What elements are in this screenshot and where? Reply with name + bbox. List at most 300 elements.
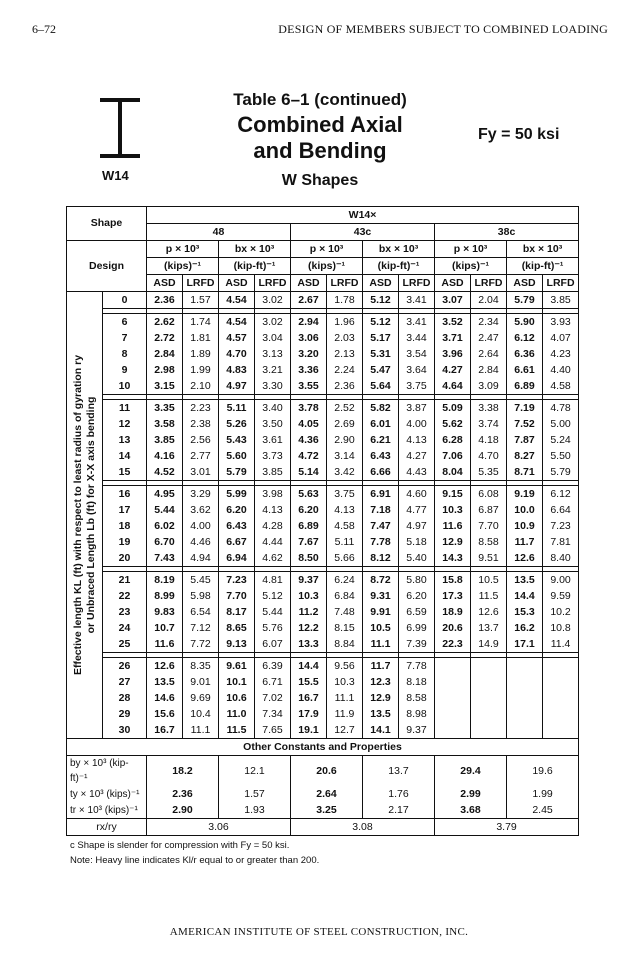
data-cell: 7.72 [183,636,219,653]
data-cell: 8.27 [507,448,543,464]
kl-value: 14 [103,448,147,464]
kl-value: 7 [103,330,147,346]
lrfd-header: LRFD [471,275,507,292]
data-row [67,464,579,481]
data-cell: 7.23 [219,572,255,589]
data-cell: 5.12 [255,588,291,604]
data-cell: 4.77 [399,502,435,518]
data-cell: 5.31 [363,346,399,362]
data-cell: 6.39 [255,658,291,675]
data-cell: 4.44 [255,534,291,550]
data-cell: 7.19 [507,400,543,417]
data-cell: 14.4 [291,658,327,675]
data-cell: 4.64 [435,378,471,395]
data-cell: 5.79 [507,292,543,309]
data-cell: 6.87 [471,502,507,518]
section-title: DESIGN OF MEMBERS SUBJECT TO COMBINED LOADING [278,22,608,36]
data-cell: 4.78 [543,400,579,417]
data-cell: 3.98 [255,486,291,503]
data-cell: 7.52 [507,416,543,432]
asd-header: ASD [507,275,543,292]
data-cell [507,674,543,690]
combined-axial-bending-table [66,206,579,836]
data-row [67,572,579,589]
data-cell: 10.5 [471,572,507,589]
data-cell: 3.38 [471,400,507,417]
units-header: (kip-ft)⁻¹ [219,258,291,275]
data-cell: 4.72 [291,448,327,464]
data-cell: 4.40 [543,362,579,378]
kl-value: 0 [103,292,147,309]
data-cell: 8.17 [219,604,255,620]
data-cell: 9.69 [183,690,219,706]
data-cell: 8.98 [399,706,435,722]
kl-value: 23 [103,604,147,620]
data-cell: 11.7 [363,658,399,675]
units-header: (kip-ft)⁻¹ [363,258,435,275]
data-cell: 12.6 [147,658,183,675]
data-cell [507,706,543,722]
data-cell: 2.36 [327,378,363,395]
data-cell: 3.20 [291,346,327,362]
data-cell: 5.79 [543,464,579,481]
table-number: Table 6–1 (continued) [233,90,407,109]
data-cell [471,722,507,739]
data-cell: 9.01 [183,674,219,690]
kl-value: 29 [103,706,147,722]
design-header: Design [67,241,147,292]
data-cell: 4.27 [399,448,435,464]
data-cell: 4.97 [219,378,255,395]
title-block [200,90,440,190]
data-cell: 10.3 [327,674,363,690]
data-cell: 12.9 [363,690,399,706]
data-row [67,722,579,739]
data-cell: 5.63 [291,486,327,503]
kl-value: 15 [103,464,147,481]
data-cell: 10.0 [507,502,543,518]
data-cell: 10.9 [507,518,543,534]
kl-value: 6 [103,314,147,331]
data-cell: 5.14 [291,464,327,481]
data-cell: 6.89 [507,378,543,395]
data-cell: 8.40 [543,550,579,567]
data-cell: 6.84 [327,588,363,604]
data-row [67,292,579,309]
property-value: 1.76 [363,786,435,802]
col-group-header: bx × 10³ [363,241,435,258]
units-header: (kips)⁻¹ [435,258,507,275]
data-cell: 3.62 [183,502,219,518]
data-cell: 6.67 [219,534,255,550]
data-cell: 7.23 [543,518,579,534]
data-cell: 2.62 [147,314,183,331]
data-cell [471,706,507,722]
data-cell: 4.07 [543,330,579,346]
ratio-value: 3.79 [435,819,579,836]
data-cell: 9.37 [399,722,435,739]
lrfd-header: LRFD [327,275,363,292]
yield-strength-label: Fy = 50 ksi [478,126,560,143]
data-cell: 2.24 [327,362,363,378]
property-value: 1.93 [219,802,291,819]
data-cell: 9.37 [291,572,327,589]
units-header: (kips)⁻¹ [147,258,219,275]
table-subtitle: W Shapes [281,172,359,189]
data-row [67,362,579,378]
data-cell: 7.18 [363,502,399,518]
data-cell: 3.75 [399,378,435,395]
property-value: 3.25 [291,802,363,819]
table-notes [70,838,319,868]
note-heavy-line: Note: Heavy line indicates Kl/r equal to or greater than 200. [70,855,320,866]
kl-value: 20 [103,550,147,567]
data-cell: 3.41 [399,292,435,309]
data-cell: 5.00 [543,416,579,432]
data-cell: 5.09 [435,400,471,417]
data-cell: 6.12 [507,330,543,346]
data-cell: 6.07 [255,636,291,653]
property-value: 18.2 [147,756,219,787]
data-cell: 3.02 [255,292,291,309]
data-cell: 1.81 [183,330,219,346]
kl-value: 17 [103,502,147,518]
data-cell: 7.81 [543,534,579,550]
weight-header: 38c [435,224,579,241]
data-cell: 10.3 [291,588,327,604]
data-cell: 3.73 [255,448,291,464]
shape-header: Shape [67,207,147,241]
data-cell: 8.65 [219,620,255,636]
units-header: (kip-ft)⁻¹ [507,258,579,275]
kl-value: 25 [103,636,147,653]
data-cell: 8.58 [471,534,507,550]
data-cell: 14.3 [435,550,471,567]
kl-value: 18 [103,518,147,534]
data-cell: 11.9 [327,706,363,722]
data-cell: 3.41 [399,314,435,331]
asd-header: ASD [291,275,327,292]
data-cell: 5.64 [363,378,399,395]
data-cell: 12.3 [363,674,399,690]
data-cell: 2.38 [183,416,219,432]
data-cell: 13.5 [363,706,399,722]
data-cell: 2.04 [471,292,507,309]
data-cell: 5.11 [327,534,363,550]
shape-label: W14 [102,168,129,183]
data-cell: 9.56 [327,658,363,675]
data-cell: 4.27 [435,362,471,378]
data-cell: 13.3 [291,636,327,653]
property-value: 2.45 [507,802,579,819]
data-cell [435,706,471,722]
data-cell: 10.7 [147,620,183,636]
data-cell: 13.5 [147,674,183,690]
data-row [67,314,579,331]
data-cell: 3.04 [255,330,291,346]
data-cell: 4.28 [255,518,291,534]
data-cell: 4.00 [399,416,435,432]
col-group-header: p × 10³ [147,241,219,258]
data-cell: 17.1 [507,636,543,653]
data-cell: 8.18 [399,674,435,690]
data-cell: 5.43 [219,432,255,448]
data-cell: 15.3 [507,604,543,620]
asd-header: ASD [147,275,183,292]
data-cell: 7.06 [435,448,471,464]
page-footer: AMERICAN INSTITUTE OF STEEL CONSTRUCTION, INC. [169,926,469,938]
data-cell: 7.39 [399,636,435,653]
data-cell: 4.60 [399,486,435,503]
kl-value: 22 [103,588,147,604]
data-cell: 3.58 [147,416,183,432]
data-cell: 22.3 [435,636,471,653]
data-cell: 9.00 [543,572,579,589]
data-cell [543,690,579,706]
data-cell: 20.6 [435,620,471,636]
data-cell: 8.72 [363,572,399,589]
data-cell: 3.87 [399,400,435,417]
data-cell: 3.93 [543,314,579,331]
ratio-value: 3.08 [291,819,435,836]
data-row [67,378,579,395]
data-cell: 6.20 [219,502,255,518]
property-row [67,802,579,819]
property-value: 2.64 [291,786,363,802]
table-title-line1: Combined Axial [237,112,403,137]
data-cell: 4.58 [543,378,579,395]
data-cell: 5.50 [543,448,579,464]
kl-value: 28 [103,690,147,706]
data-cell: 7.48 [327,604,363,620]
data-cell: 4.57 [219,330,255,346]
data-cell [435,690,471,706]
data-cell: 5.76 [255,620,291,636]
property-value: 19.6 [507,756,579,787]
data-cell: 5.17 [363,330,399,346]
data-cell: 7.87 [507,432,543,448]
data-cell: 6.43 [363,448,399,464]
data-cell: 6.64 [543,502,579,518]
data-cell: 4.58 [327,518,363,534]
data-cell: 6.36 [507,346,543,362]
data-cell: 8.71 [507,464,543,481]
data-cell: 4.05 [291,416,327,432]
data-cell [471,690,507,706]
kl-value: 12 [103,416,147,432]
data-cell: 5.44 [147,502,183,518]
data-cell [543,658,579,675]
data-cell: 15.6 [147,706,183,722]
data-cell: 6.71 [255,674,291,690]
data-cell: 4.18 [471,432,507,448]
data-cell: 7.34 [255,706,291,722]
data-row [67,534,579,550]
data-cell: 5.12 [363,292,399,309]
data-cell: 10.1 [219,674,255,690]
property-row [67,786,579,802]
data-cell: 4.54 [219,292,255,309]
data-cell: 5.11 [219,400,255,417]
kl-axis-label [67,292,103,739]
data-cell [471,658,507,675]
note-slender: c Shape is slender for compression with Fy = 50 ksi. [70,840,290,851]
data-cell: 4.46 [183,534,219,550]
data-cell: 3.50 [255,416,291,432]
kl-value: 10 [103,378,147,395]
data-cell: 13.5 [507,572,543,589]
data-cell: 16.7 [147,722,183,739]
data-cell: 2.69 [327,416,363,432]
data-cell: 7.47 [363,518,399,534]
data-cell: 8.50 [291,550,327,567]
data-cell: 4.62 [255,550,291,567]
kl-label-text: Effective length KL (ft) with respect to least radius of gyration ry or Unbraced Length Lb (ft) for X-X axis bending [71,354,97,676]
data-cell: 6.08 [471,486,507,503]
data-cell: 3.64 [399,362,435,378]
kl-label-box [67,292,102,738]
data-cell: 4.95 [147,486,183,503]
data-cell: 7.67 [291,534,327,550]
data-cell: 3.85 [543,292,579,309]
data-cell: 16.7 [291,690,327,706]
data-row [67,400,579,417]
w-shape-icon [100,98,140,158]
data-cell: 2.13 [327,346,363,362]
kl-value: 30 [103,722,147,739]
data-cell: 6.20 [399,588,435,604]
data-cell: 5.44 [255,604,291,620]
data-cell: 8.19 [147,572,183,589]
data-cell: 6.54 [183,604,219,620]
data-cell: 3.40 [255,400,291,417]
property-value: 3.68 [435,802,507,819]
other-constants-row [67,739,579,756]
data-cell: 5.82 [363,400,399,417]
data-row [67,706,579,722]
data-cell: 14.4 [507,588,543,604]
data-cell: 11.1 [363,636,399,653]
data-row [67,690,579,706]
data-cell: 6.94 [219,550,255,567]
data-cell [543,722,579,739]
asd-header: ASD [435,275,471,292]
property-value: 29.4 [435,756,507,787]
data-cell: 5.40 [399,550,435,567]
data-cell: 3.52 [435,314,471,331]
data-cell: 6.01 [363,416,399,432]
data-cell: 11.6 [147,636,183,653]
lrfd-header: LRFD [543,275,579,292]
data-cell: 6.21 [363,432,399,448]
data-cell: 6.91 [363,486,399,503]
data-cell: 14.9 [471,636,507,653]
data-row [67,550,579,567]
data-cell: 3.75 [327,486,363,503]
data-cell: 7.65 [255,722,291,739]
data-cell: 9.83 [147,604,183,620]
data-cell: 12.7 [327,722,363,739]
data-cell: 4.52 [147,464,183,481]
data-row [67,486,579,503]
data-cell: 9.15 [435,486,471,503]
running-header [32,22,608,38]
data-row [67,674,579,690]
data-cell: 5.98 [183,588,219,604]
data-cell: 5.60 [219,448,255,464]
col-group-header: p × 10³ [291,241,363,258]
data-cell: 2.67 [291,292,327,309]
data-cell: 7.78 [399,658,435,675]
data-cell: 1.74 [183,314,219,331]
kl-value: 19 [103,534,147,550]
property-value: 1.99 [507,786,579,802]
ratio-value: 3.06 [147,819,291,836]
data-cell: 2.36 [147,292,183,309]
data-cell: 6.99 [399,620,435,636]
data-cell: 5.90 [507,314,543,331]
property-value: 13.7 [363,756,435,787]
ratio-label: rx/ry [67,819,147,836]
data-cell: 4.70 [471,448,507,464]
data-cell: 4.43 [399,464,435,481]
property-value: 2.36 [147,786,219,802]
property-value: 12.1 [219,756,291,787]
data-cell: 4.00 [183,518,219,534]
data-row [67,432,579,448]
data-cell: 2.47 [471,330,507,346]
data-cell: 2.34 [471,314,507,331]
kl-value: 8 [103,346,147,362]
data-cell [543,674,579,690]
data-cell: 5.18 [399,534,435,550]
lrfd-header: LRFD [399,275,435,292]
kl-value: 24 [103,620,147,636]
data-cell: 6.24 [327,572,363,589]
property-value: 1.57 [219,786,291,802]
data-cell: 5.62 [435,416,471,432]
data-cell: 9.19 [507,486,543,503]
data-row [67,604,579,620]
data-cell [507,722,543,739]
data-cell: 3.85 [255,464,291,481]
data-cell: 8.58 [399,690,435,706]
data-cell: 4.97 [399,518,435,534]
kl-value: 13 [103,432,147,448]
data-row [67,502,579,518]
weight-header: 43c [291,224,435,241]
property-value: 2.90 [147,802,219,819]
data-cell: 3.55 [291,378,327,395]
data-cell [507,690,543,706]
data-cell: 6.12 [543,486,579,503]
data-cell: 17.9 [291,706,327,722]
data-cell: 7.02 [255,690,291,706]
lrfd-header: LRFD [255,275,291,292]
data-cell: 3.30 [255,378,291,395]
data-row [67,416,579,432]
data-cell: 3.29 [183,486,219,503]
data-cell: 3.36 [291,362,327,378]
data-cell: 11.6 [435,518,471,534]
property-value: 2.17 [363,802,435,819]
data-cell: 14.6 [147,690,183,706]
data-cell: 12.9 [435,534,471,550]
other-constants-header: Other Constants and Properties [67,739,579,756]
data-cell: 2.84 [147,346,183,362]
page-number: 6–72 [32,22,56,36]
data-cell: 5.66 [327,550,363,567]
